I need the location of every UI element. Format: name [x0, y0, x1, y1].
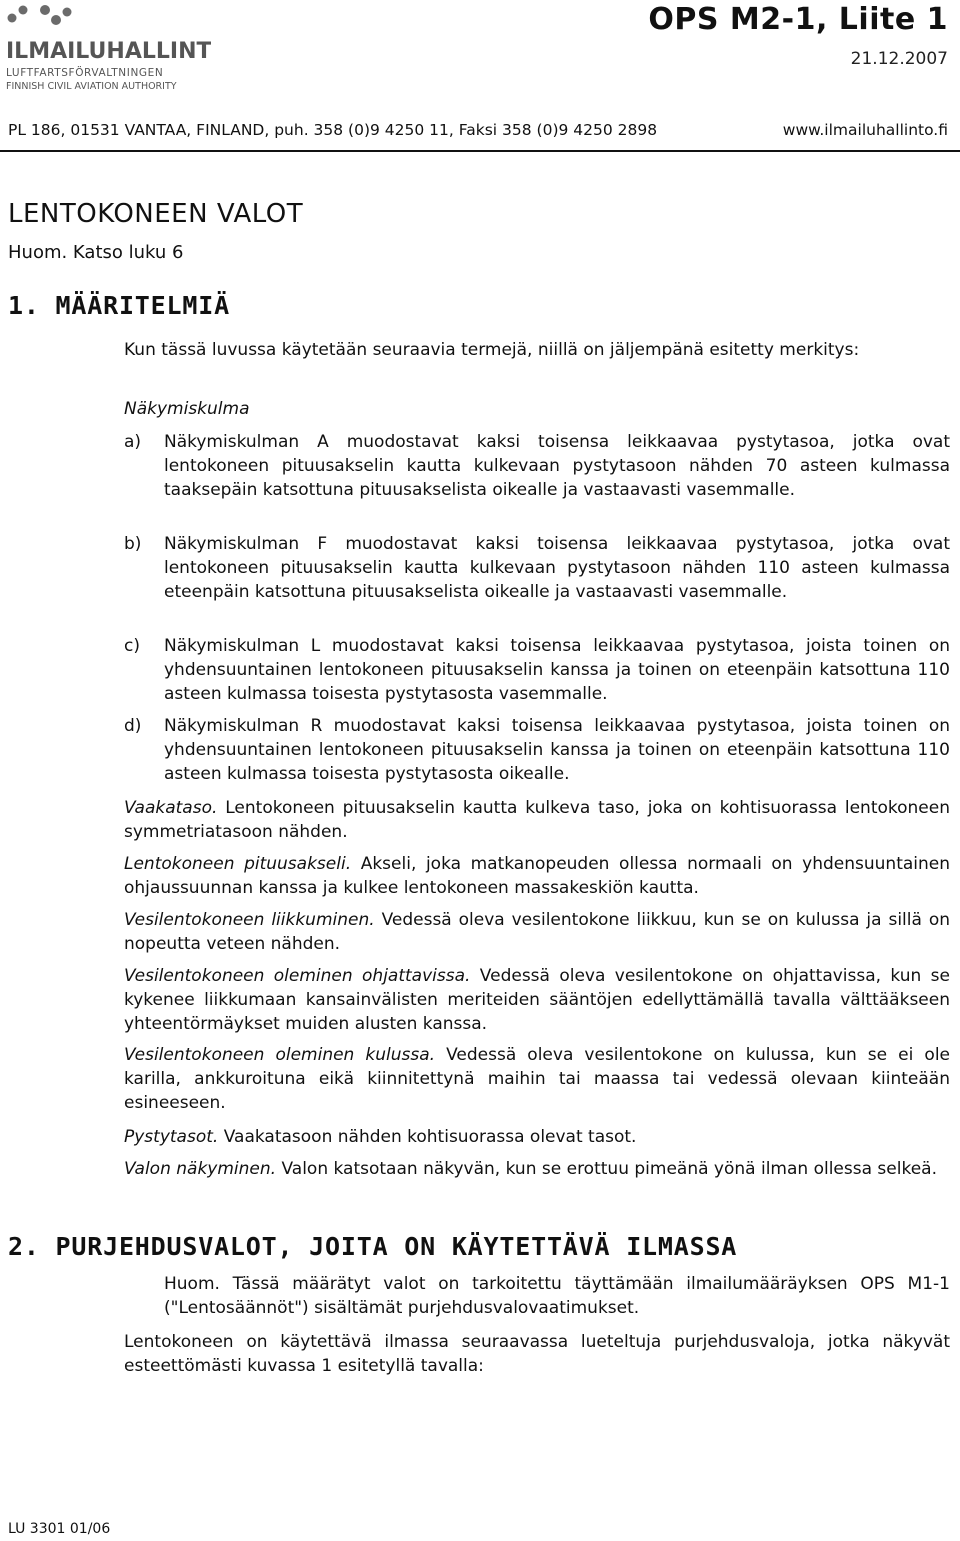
- definition-term: Vesilentokoneen oleminen kulussa.: [124, 1045, 436, 1065]
- title-note: Huom. Katso luku 6: [8, 242, 184, 263]
- definition-text: Valon katsotaan näkyvän, kun se erottuu pimeänä yönä ilman ollessa selkeä.: [281, 1159, 937, 1179]
- definition: [124, 1157, 950, 1181]
- definition: [124, 964, 950, 1036]
- footer-code: LU 3301 01/06: [8, 1521, 111, 1537]
- definition-text: Lentokoneen pituusakselin kautta kulkeva taso, joka on kohtisuorassa lentokoneen symmetriatasoon nähden.: [124, 798, 951, 842]
- list-item-text: Näkymiskulman R muodostavat kaksi toisensa leikkaavaa pystytasoa, joista toinen on yhdensuuntainen lentokoneen pituusakselin kanssa ja toinen on eteenpäin katsottuna 110 asteen kulmassa toisesta pystytasosta oikealle.: [164, 716, 950, 784]
- list-item: [124, 634, 950, 706]
- definition-term: Pystytasot.: [124, 1127, 219, 1147]
- definition-text: Vaakatasoon nähden kohtisuorassa olevat tasot.: [223, 1127, 637, 1147]
- definition-text: Vedessä oleva vesilentokone on ohjattavissa, kun se kykenee liikkumaan kansainvälisten meriteiden sääntöjen edellyttämällä tavalla välttääkseen yhteentörmäykset muiden alusten kanssa.: [124, 966, 950, 1034]
- header-divider: [0, 150, 960, 152]
- section-1-intro: Kun tässä luvussa käytetään seuraavia termejä, niillä on jäljempänä esitetty merkitys:: [124, 340, 860, 360]
- section-2-note: Huom. Tässä määrätyt valot on tarkoitettu täyttämään ilmailumääräyksen OPS M1-1 ("Lentosäännöt") sisältämät purjehdusvalovaatimukset.: [164, 1274, 950, 1318]
- list-item: [124, 532, 950, 604]
- definition-term: Vesilentokoneen oleminen ohjattavissa.: [124, 966, 471, 986]
- section-2-paragraph: Lentokoneen on käytettävä ilmassa seuraavassa lueteltuja purjehdusvaloja, jotka näkyvät esteettömästi kuvassa 1 esitetyllä tavalla:: [124, 1332, 950, 1376]
- definition-term: Lentokoneen pituusakseli.: [124, 854, 352, 874]
- definition-term: Valon näkyminen.: [124, 1159, 277, 1179]
- logo-english-name: FINNISH CIVIL AVIATION AUTHORITY: [6, 81, 177, 92]
- document-title: OPS M2-1, Liite 1: [648, 2, 948, 37]
- definition: [124, 1043, 950, 1115]
- definition: [124, 796, 950, 844]
- section-1-heading: 1. MÄÄRITELMIÄ: [8, 291, 230, 320]
- definition: [124, 1125, 950, 1149]
- definition: [124, 852, 950, 900]
- definition-term: Vaakataso.: [124, 798, 218, 818]
- logo-swedish-name: LUFTFARTSFÖRVALTNINGEN: [6, 67, 164, 79]
- ilmailuhallinto-logo: [6, 4, 211, 94]
- definition-text: Vedessä oleva vesilentokone liikkuu, kun se on kulussa ja sillä on nopeutta veteen nähden.: [124, 910, 951, 954]
- section-2-heading: 2. PURJEHDUSVALOT, JOITA ON KÄYTETTÄVÄ ILMASSA: [8, 1232, 738, 1261]
- list-item-label: d): [124, 716, 142, 736]
- list-item-label: b): [124, 534, 142, 554]
- website-link[interactable]: www.ilmailuhallinto.fi: [782, 121, 948, 139]
- list-item: [124, 714, 950, 786]
- list-item-label: c): [124, 636, 140, 656]
- list-item-text: Näkymiskulman F muodostavat kaksi toisensa leikkaavaa pystytasoa, jotka ovat lentokoneen pituusakselin kautta kulkevaan pystytasoon nähden 110 asteen kulmassa eteenpäin katsottuna pituusakselista oikealle ja vastaavasti vasemmalle.: [164, 534, 950, 602]
- list-item: [124, 430, 950, 502]
- list-item-label: a): [124, 432, 142, 452]
- definition: [124, 908, 950, 956]
- document-date: 21.12.2007: [850, 49, 948, 69]
- logo-dots-icon: [6, 4, 211, 94]
- section-1-subheading: Näkymiskulma: [124, 399, 250, 419]
- page-title: LENTOKONEEN VALOT: [8, 199, 304, 229]
- definition-term: Vesilentokoneen liikkuminen.: [124, 910, 375, 930]
- logo-name: ILMAILUHALLINTO: [6, 39, 211, 64]
- definition-text: Vedessä oleva vesilentokone on kulussa, kun se ei ole karilla, ankkuroituna eikä kiinnitettynä maihin tai maassa tai vedessä olevaan kiinteään esineeseen.: [124, 1045, 950, 1113]
- list-item-text: Näkymiskulman A muodostavat kaksi toisensa leikkaavaa pystytasoa, jotka ovat lentokoneen pituusakselin kautta kulkevaan pystytasoon nähden 70 asteen kulmassa taaksepäin katsottuna pituusakselista oikealle ja vastaavasti vasemmalle.: [164, 432, 950, 500]
- list-item-text: Näkymiskulman L muodostavat kaksi toisensa leikkaavaa pystytasoa, joista toinen on yhdensuuntainen lentokoneen pituusakselin kanssa ja toinen on eteenpäin katsottuna 110 asteen kulmassa toisesta pystytasosta vasemmalle.: [164, 636, 950, 704]
- definition-text: Akseli, joka matkanopeuden ollessa normaali on yhdensuuntainen ohjaussuunnan kanssa ja kulkee lentokoneen massakeskiön kautta.: [124, 854, 951, 898]
- contact-info: PL 186, 01531 VANTAA, FINLAND, puh. 358 (0)9 4250 11, Faksi 358 (0)9 4250 2898: [8, 121, 658, 139]
